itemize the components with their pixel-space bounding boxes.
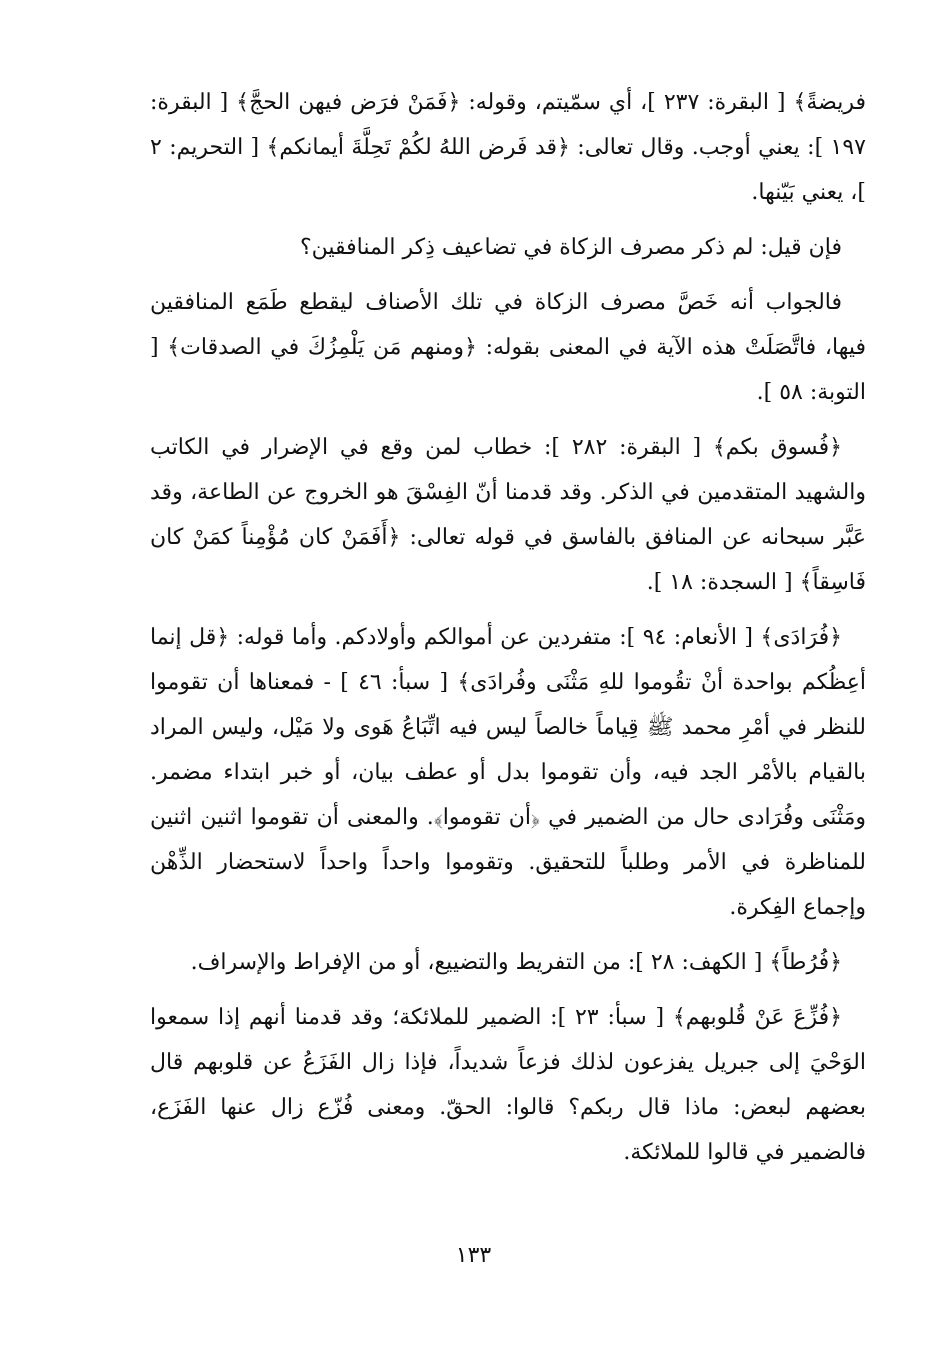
page-body <box>150 80 866 1175</box>
paragraph-fuzzia: ﴿فُزِّعَ عَنْ قُلوبهم﴾ [ سبأ: ٢٣ ]: الضمير للملائكة؛ وقد قدمنا أنهم إذا سمعوا الوَحْيَ إلى جبريل يفزعون لذلك فزعاً شديداً، فإذا زال الفَزَعُ عن قلوبهم قال بعضهم لبعض: ماذا قال ربكم؟ قالوا: الحقّ. ومعنى فُزّع زال عنها الفَزَع، فالضمير في قالوا للملائكة. <box>150 1005 866 1165</box>
paragraph-furutan: ﴿فُرُطاً﴾ [ الكهف: ٢٨ ]: من التفريط والتضييع، أو من الإفراط والإسراف. <box>190 950 842 975</box>
paragraph-answer: فالجواب أنه خَصَّ مصرف الزكاة في تلك الأصناف ليقطع طَمَع المنافقين فيها، فاتَّصَلَتْ هذه الآية في المعنى بقوله: ﴿ومنهم مَن يَلْمِزُكَ في الصدقات﴾ [ التوبة: ٥٨ ]. <box>150 290 866 405</box>
paragraph-question: فإن قيل: لم ذكر مصرف الزكاة في تضاعيف ذِكر المنافقين؟ <box>299 235 842 260</box>
paragraph-faridah: فريضةً﴾ [ البقرة: ٢٣٧ ]، أي سمّيتم، وقوله: ﴿فَمَنْ فرَض فيهن الحجَّ﴾ [ البقرة: ١٩٧ ]: يعني أوجب. وقال تعالى: ﴿قد فَرض اللهُ لكُمْ تَحِلَّةَ أيمانكم﴾ [ التحريم: ٢ ]، يعني بَيّنها. <box>150 90 866 205</box>
paragraph-fusuq: ﴿فُسوق بكم﴾ [ البقرة: ٢٨٢ ]: خطاب لمن وقع في الإضرار في الكاتب والشهيد المتقدمين في الذكر. وقد قدمنا أنّ الفِسْقَ هو الخروج عن الطاعة، وقد عَبَّر سبحانه عن المنافق بالفاسق في قوله تعالى: ﴿أَفَمَنْ كان مُؤْمِناً كمَنْ كان فَاسِقاً﴾ [ السجدة: ١٨ ]. <box>150 435 866 595</box>
paragraph-furada: ﴿فُرَادَى﴾ [ الأنعام: ٩٤ ]: متفردين عن أموالكم وأولادكم. وأما قوله: ﴿قل إنما أعِظُكم بواحدة أنْ تقُوموا للهِ مَثْنَى وفُرادَى﴾ [ سبأ: ٤٦ ] - فمعناها أن تقوموا للنظر في أمْرِ محمد ﷺ قِياماً خالصاً ليس فيه اتِّبَاعُ هَوى ولا مَيْل، وليس المراد بالقيام بالأمْر الجد فيه، وأن تقوموا بدل أو عطف بيان، أو خبر ابتداء مضمر. ومَثْنَى وفُرَادى حال من الضمير في ﴿أن تقوموا﴾. والمعنى أن تقوموا اثنين اثنين للمناظرة في الأمر وطلباً للتحقيق. وتقوموا واحداً واحداً لاستحضار الذِّهْن وإجماع الفِكرة. <box>150 625 867 920</box>
page-number: ١٣٣ <box>455 1243 492 1268</box>
